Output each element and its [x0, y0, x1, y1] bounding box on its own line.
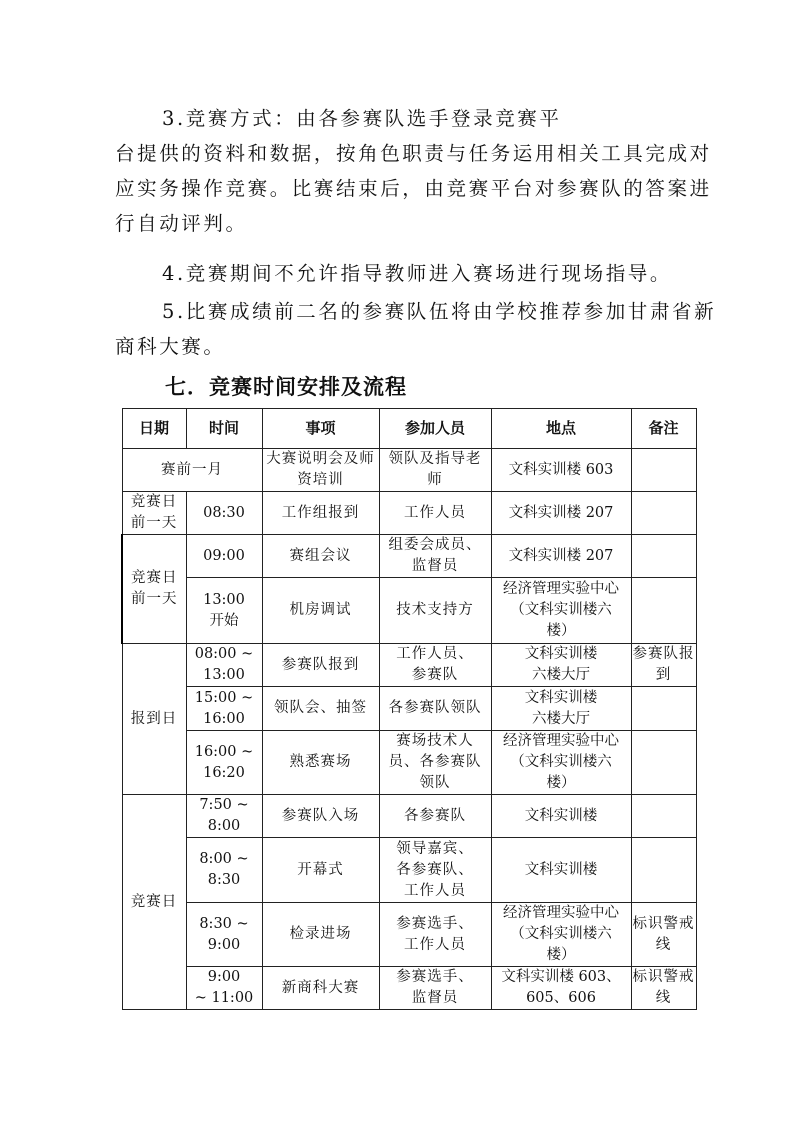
table-row	[122, 903, 696, 967]
table-row	[122, 449, 696, 492]
table-cell-people: 参赛选手、 工作人员	[379, 903, 491, 967]
paragraph-line: 应实务操作竞赛。比赛结束后，由竞赛平台对参赛队的答案进	[115, 177, 712, 200]
table-cell-note	[631, 535, 696, 578]
table-row	[122, 578, 696, 644]
paragraph-line: 3.竞赛方式：由各参赛队选手登录竞赛平	[162, 107, 562, 130]
table-cell-date: 竞赛日	[122, 795, 186, 1010]
table-row	[122, 838, 696, 903]
table-cell-place: 文科实训楼	[491, 795, 631, 838]
header-note: 备注	[631, 409, 696, 449]
table-cell-place: 文科实训楼 603	[491, 449, 631, 492]
table-row	[122, 967, 696, 1010]
table-cell-item: 工作组报到	[262, 492, 379, 535]
table-cell-place: 文科实训楼 603、 605、606	[491, 967, 631, 1010]
table-cell-note	[631, 492, 696, 535]
paragraph-no-coaching	[115, 256, 700, 291]
table-cell-people: 参赛选手、 监督员	[379, 967, 491, 1010]
table-cell-date: 报到日	[122, 644, 186, 795]
table-row	[122, 687, 696, 731]
table-cell-place: 经济管理实验中心 （文科实训楼六 楼）	[491, 578, 631, 644]
table-cell-time: 9:00 ~ 11:00	[186, 967, 262, 1010]
table-cell-place: 文科实训楼 207	[491, 535, 631, 578]
table-header-row	[122, 409, 696, 449]
table-cell-place: 文科实训楼 六楼大厅	[491, 644, 631, 687]
table-cell-item: 大赛说明会及师 资培训	[262, 449, 379, 492]
table-cell-item: 新商科大赛	[262, 967, 379, 1010]
table-cell-item: 参赛队报到	[262, 644, 379, 687]
header-item: 事项	[262, 409, 379, 449]
table-cell-note: 标识警戒 线	[631, 967, 696, 1010]
table-cell-item: 检录进场	[262, 903, 379, 967]
table-cell-place: 经济管理实验中心 （文科实训楼六 楼）	[491, 903, 631, 967]
table-row	[122, 644, 696, 687]
table-cell-note	[631, 578, 696, 644]
table-cell-item: 熟悉赛场	[262, 731, 379, 795]
table-cell-people: 赛场技术人 员、各参赛队 领队	[379, 731, 491, 795]
paragraph-line: 商科大赛。	[115, 335, 226, 358]
paragraph-line: 台提供的资料和数据，按角色职责与任务运用相关工具完成对	[115, 142, 712, 165]
table-cell-note	[631, 449, 696, 492]
table-row	[122, 731, 696, 795]
section-title: 七．竞赛时间安排及流程	[165, 375, 407, 399]
header-place: 地点	[491, 409, 631, 449]
table-cell-item: 开幕式	[262, 838, 379, 903]
header-people: 参加人员	[379, 409, 491, 449]
table-row	[122, 535, 696, 578]
paragraph-line: 行自动评判。	[115, 212, 248, 235]
table-cell-place: 文科实训楼 207	[491, 492, 631, 535]
table-cell-date: 竞赛日 前一天	[122, 492, 186, 535]
table-cell-place: 文科实训楼	[491, 838, 631, 903]
table-cell-time: 08:30	[186, 492, 262, 535]
table-cell-people: 各参赛队领队	[379, 687, 491, 731]
table-cell-item: 赛组会议	[262, 535, 379, 578]
table-cell-time: 09:00	[186, 535, 262, 578]
table-cell-time: 8:30 ~ 9:00	[186, 903, 262, 967]
table-cell-place: 文科实训楼 六楼大厅	[491, 687, 631, 731]
paragraph-competition-method	[115, 101, 712, 241]
schedule-table	[121, 408, 697, 1010]
table-cell-time: 15:00 ~ 16:00	[186, 687, 262, 731]
table-row	[122, 795, 696, 838]
table-cell-item: 参赛队入场	[262, 795, 379, 838]
table-cell-note	[631, 687, 696, 731]
table-cell-time: 16:00 ~ 16:20	[186, 731, 262, 795]
header-time: 时间	[186, 409, 262, 449]
table-cell-people: 工作人员	[379, 492, 491, 535]
table-cell-note	[631, 795, 696, 838]
paragraph-line: 4.竞赛期间不允许指导教师进入赛场进行现场指导。	[162, 262, 673, 285]
paragraph-line: 5.比赛成绩前二名的参赛队伍将由学校推荐参加甘肃省新	[162, 300, 717, 323]
table-cell-time: 8:00 ~ 8:30	[186, 838, 262, 903]
table-cell-time: 7:50 ~ 8:00	[186, 795, 262, 838]
table-cell-people: 技术支持方	[379, 578, 491, 644]
table-cell-note: 标识警戒 线	[631, 903, 696, 967]
header-date: 日期	[122, 409, 186, 449]
table-cell-place: 经济管理实验中心 （文科实训楼六 楼）	[491, 731, 631, 795]
table-cell-note: 参赛队报 到	[631, 644, 696, 687]
table-cell-note	[631, 838, 696, 903]
table-cell-note	[631, 731, 696, 795]
table-cell-item: 领队会、抽签	[262, 687, 379, 731]
table-cell-people: 各参赛队	[379, 795, 491, 838]
paragraph-recommendation	[115, 294, 717, 364]
table-cell-people: 组委会成员、 监督员	[379, 535, 491, 578]
table-cell-time: 08:00 ~ 13:00	[186, 644, 262, 687]
table-cell-date: 赛前一月	[122, 449, 262, 492]
table-cell-people: 领队及指导老 师	[379, 449, 491, 492]
table-cell-people: 工作人员、 参赛队	[379, 644, 491, 687]
table-cell-time: 13:00 开始	[186, 578, 262, 644]
table-cell-item: 机房调试	[262, 578, 379, 644]
table-row	[122, 492, 696, 535]
table-cell-date: 竞赛日 前一天	[122, 535, 186, 644]
table-cell-people: 领导嘉宾、 各参赛队、 工作人员	[379, 838, 491, 903]
